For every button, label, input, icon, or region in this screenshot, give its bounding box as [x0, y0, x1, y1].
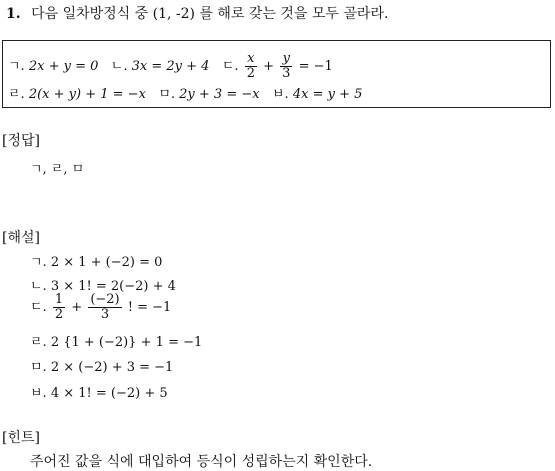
choice-e-expr: 2y + 3 = −x [179, 87, 260, 102]
hint-text: 주어진 값을 식에 대입하여 등식이 성립하는지 확인한다. [30, 454, 373, 470]
choice-d-expr: 2(x + y) + 1 = −x [28, 87, 146, 102]
explanation-heading: [해설] [2, 230, 40, 246]
choices-row-2 [8, 83, 362, 102]
choice-a-label: ㄱ. [8, 59, 25, 74]
hint-heading: [힌트] [2, 430, 40, 446]
choice-e-label: ㅁ. [158, 87, 176, 102]
explanation-line-d: ㄹ. 2 {1 + (−2)} + 1 = −1 [30, 335, 203, 350]
plus-sign: + [71, 300, 83, 315]
explanation-c-rhs: ! = −1 [127, 300, 172, 315]
explanation-line-c [30, 293, 171, 322]
choice-a-expr: 2x + y = 0 [28, 59, 99, 74]
fraction-denominator: 2 [246, 66, 255, 81]
question-text: 다음 일차방정식 중 (1, -2) 를 해로 갖는 것을 모두 골라라. [31, 6, 389, 22]
question [6, 3, 388, 23]
choices-row-1 [8, 52, 333, 81]
explanation-c-fraction-1 [53, 293, 65, 322]
choice-b-label: ㄴ. [110, 59, 128, 74]
answer-text: ㄱ, ㄹ, ㅁ [30, 162, 85, 177]
explanation-line-f: ㅂ. 4 × 1! = (−2) + 5 [30, 386, 168, 401]
fraction-denominator: 3 [100, 307, 110, 322]
fraction-numerator: x [245, 52, 257, 67]
fraction-denominator: 2 [54, 307, 64, 322]
choice-c-rhs: = −1 [298, 59, 333, 74]
fraction-numerator: (−2) [90, 292, 120, 307]
fraction-denominator: 3 [282, 66, 291, 81]
choice-c-fraction-2 [280, 52, 292, 81]
explanation-c-label: ㄷ. [30, 300, 47, 315]
choice-d-label: ㄹ. [8, 87, 25, 102]
explanation-line-e: ㅁ. 2 × (−2) + 3 = −1 [30, 360, 174, 375]
fraction-numerator: y [280, 52, 292, 67]
choice-f-label: ㅂ. [272, 87, 289, 102]
answer-heading: [정답] [2, 133, 40, 149]
explanation-line-b: ㄴ. 3 × 1! = 2(−2) + 4 [30, 279, 176, 294]
explanation-line-a: ㄱ. 2 × 1 + (−2) = 0 [30, 255, 163, 270]
choice-b-expr: 3x = 2y + 4 [131, 59, 210, 74]
choice-c-label: ㄷ. [221, 59, 239, 74]
question-number: 1. [6, 6, 21, 22]
choice-f-expr: 4x = y + 5 [292, 87, 363, 102]
explanation-c-fraction-2 [88, 293, 121, 322]
choice-c-fraction-1 [245, 52, 257, 81]
plus-sign: + [263, 59, 275, 74]
fraction-numerator: 1 [54, 292, 64, 307]
